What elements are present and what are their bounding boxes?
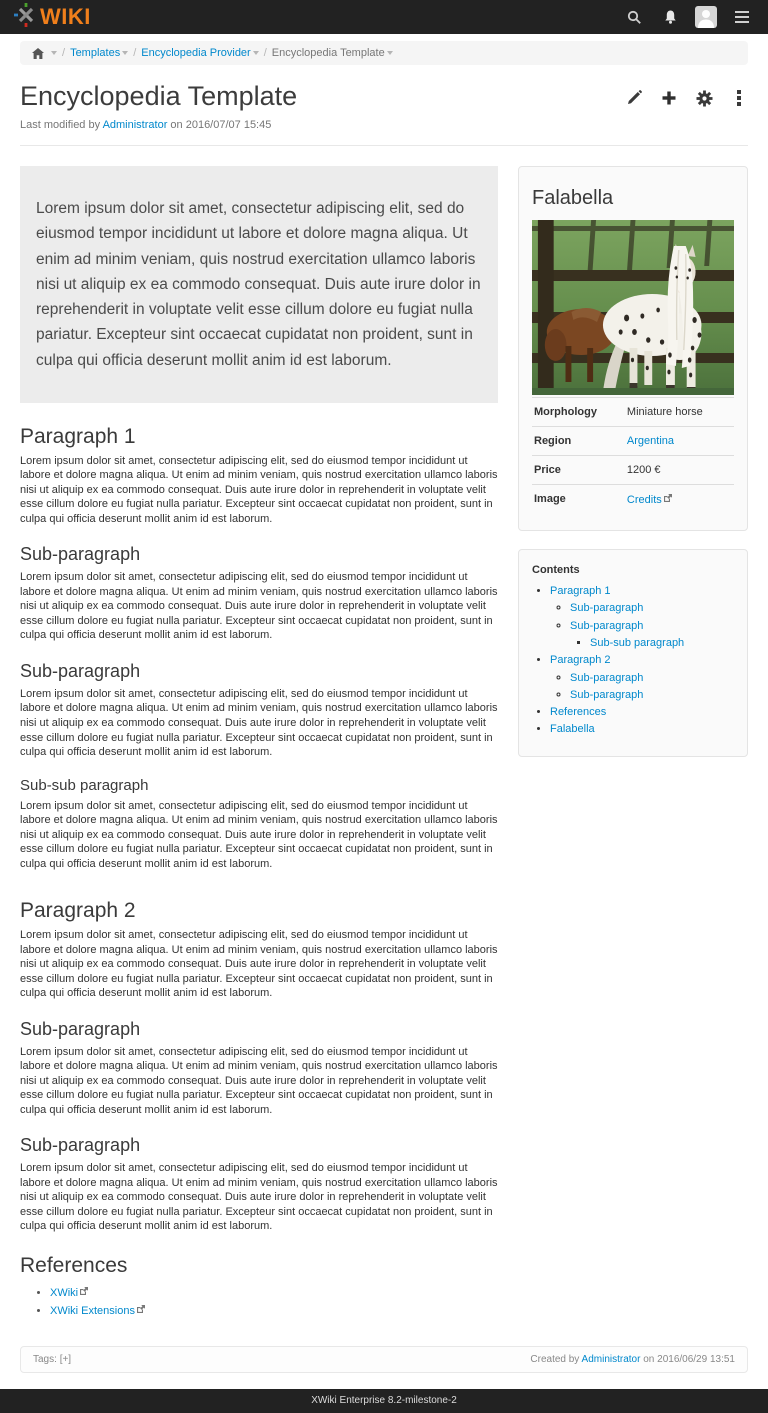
table-row [532, 456, 734, 485]
toc-link-paragraph-1[interactable]: Paragraph 1 [550, 585, 611, 598]
section-body: Lorem ipsum dolor sit amet, consectetur adipiscing elit, sed do eiusmod tempor incididunt ut labore et dolore magna aliqua. Ut enim ad minim veniam, quis nostrud exercitation ullamco laboris nisi ut aliquip ex ea commodo consequat. Duis aute irure dolor in reprehenderit in voluptate velit esse cillum dolore eu fugiat nulla pariatur. Excepteur sint occaecat cupidatat non proident, sunt in culpa qui officia deserunt mollit anim id est laborum. [20, 1162, 498, 1233]
lead-paragraph: Lorem ipsum dolor sit amet, consectetur adipiscing elit, sed do eiusmod tempor incididunt ut labore et dolore magna aliqua. Ut enim ad minim veniam, quis nostrud exercitation ullamco laboris nisi ut aliquip ex ea commodo consequat. Duis aute irure dolor in reprehenderit in voluptate velit esse cillum dolore eu fugiat nulla pariatur. Excepteur sint occaecat cupidatat non proident, sunt in culpa qui officia deserunt mollit anim id est laborum. [20, 166, 498, 403]
infobox-label: Price [534, 464, 561, 477]
infobox-label: Region [534, 435, 572, 448]
breadcrumb-separator: / [62, 47, 66, 59]
list-item [550, 705, 734, 719]
modified-suffix: on 2016/07/07 15:45 [170, 119, 272, 132]
section-body: Lorem ipsum dolor sit amet, consectetur adipiscing elit, sed do eiusmod tempor incididunt ut labore et dolore magna aliqua. Ut enim ad minim veniam, quis nostrud exercitation ullamco laboris nisi ut aliquip ex ea commodo consequat. Duis aute irure dolor in reprehenderit in voluptate velit esse cillum dolore eu fugiat nulla pariatur. Excepteur sint occaecat cupidatat non proident, sunt in culpa qui officia deserunt mollit anim id est laborum. [20, 687, 498, 759]
infobox-table [532, 397, 734, 514]
toc-link-sub-paragraph[interactable]: Sub-paragraph [570, 688, 644, 701]
list-item [50, 1302, 498, 1320]
settings-gear-icon[interactable] [695, 89, 713, 107]
table-row [532, 485, 734, 515]
contents-panel [518, 549, 748, 757]
main-layout [0, 146, 768, 1324]
section-heading-paragraph-2: Paragraph 2 [20, 899, 136, 923]
section-heading-sub-paragraph: Sub-paragraph [20, 1135, 141, 1156]
breadcrumb-item-current[interactable]: Encyclopedia Template [271, 47, 385, 59]
add-tag-button[interactable]: [+] [59, 1353, 72, 1365]
breadcrumb-separator: / [133, 47, 137, 59]
search-icon[interactable] [621, 4, 647, 30]
breadcrumb-item-templates[interactable]: Templates [70, 47, 121, 59]
toc-title: Contents [532, 564, 580, 577]
external-link-icon [664, 493, 672, 505]
avatar-image [695, 6, 717, 28]
table-row [532, 398, 734, 427]
toc-link-sub-paragraph[interactable]: Sub-paragraph [570, 671, 644, 684]
xwiki-logo-x-icon [13, 2, 39, 33]
page-header [0, 65, 768, 131]
modified-prefix: Last modified by [20, 119, 101, 132]
user-avatar[interactable] [693, 4, 719, 30]
list-item [570, 601, 734, 615]
list-item [570, 671, 734, 685]
toc-link-references[interactable]: References [550, 706, 607, 719]
external-link-icon [80, 1284, 88, 1301]
section-body: Lorem ipsum dolor sit amet, consectetur adipiscing elit, sed do eiusmod tempor incididunt ut labore et dolore magna aliqua. Ut enim ad minim veniam, quis nostrud exercitation ullamco laboris nisi ut aliquip ex ea commodo consequat. Duis aute irure dolor in reprehenderit in voluptate velit esse cillum dolore eu fugiat nulla pariatur. Excepteur sint occaecat cupidatat non proident, sunt in culpa qui officia deserunt mollit anim id est laborum. [20, 799, 498, 870]
infobox-panel [518, 166, 748, 531]
references-list [50, 1284, 498, 1320]
xwiki-logo-wordmark: WIKI [40, 4, 91, 29]
list-item [570, 688, 734, 702]
list-item [550, 722, 734, 736]
hamburger-menu-icon[interactable] [729, 4, 755, 30]
external-link-icon [137, 1302, 145, 1319]
infobox-title: Falabella [532, 187, 614, 210]
reference-link-xwiki-extensions[interactable]: XWiki Extensions [50, 1304, 135, 1317]
section-body: Lorem ipsum dolor sit amet, consectetur adipiscing elit, sed do eiusmod tempor incididunt ut labore et dolore magna aliqua. Ut enim ad minim veniam, quis nostrud exercitation ullamco laboris nisi ut aliquip ex ea commodo consequat. Duis aute irure dolor in reprehenderit in voluptate velit esse cillum dolore eu fugiat nulla pariatur. Excepteur sint occaecat cupidatat non proident, sunt in culpa qui officia deserunt mollit anim id est laborum. [20, 454, 498, 525]
toc-link-sub-paragraph[interactable]: Sub-paragraph [570, 602, 644, 615]
section-heading-references: References [20, 1253, 128, 1277]
edit-pencil-icon[interactable] [625, 89, 643, 107]
infobox-value: 1200 € [626, 464, 661, 477]
page-footer [20, 1346, 748, 1373]
chevron-down-icon[interactable] [387, 51, 393, 55]
breadcrumb-separator: / [263, 47, 267, 59]
image-credits-link[interactable]: Credits [626, 494, 662, 507]
page-modified-info [20, 119, 625, 131]
section-heading-sub-paragraph: Sub-paragraph [20, 544, 141, 565]
list-item [50, 1284, 498, 1302]
section-body: Lorem ipsum dolor sit amet, consectetur adipiscing elit, sed do eiusmod tempor incididunt ut labore et dolore magna aliqua. Ut enim ad minim veniam, quis nostrud exercitation ullamco laboris nisi ut aliquip ex ea commodo consequat. Duis aute irure dolor in reprehenderit in voluptate velit esse cillum dolore eu fugiat nulla pariatur. Excepteur sint occaecat cupidatat non proident, sunt in culpa qui officia deserunt mollit anim id est laborum. [20, 1045, 498, 1116]
chevron-down-icon[interactable] [122, 51, 128, 55]
toc-link-sub-sub-paragraph[interactable]: Sub-sub paragraph [590, 636, 685, 649]
section-body: Lorem ipsum dolor sit amet, consectetur adipiscing elit, sed do eiusmod tempor incididunt ut labore et dolore magna aliqua. Ut enim ad minim veniam, quis nostrud exercitation ullamco laboris nisi ut aliquip ex ea commodo consequat. Duis aute irure dolor in reprehenderit in voluptate velit esse cillum dolore eu fugiat nulla pariatur. Excepteur sint occaecat cupidatat non proident, sunt in culpa qui officia deserunt mollit anim id est laborum. [20, 571, 498, 642]
page-actions [625, 81, 748, 107]
more-kebab-icon[interactable] [730, 89, 748, 107]
section-body: Lorem ipsum dolor sit amet, consectetur adipiscing elit, sed do eiusmod tempor incididunt ut labore et dolore magna aliqua. Ut enim ad minim veniam, quis nostrud exercitation ullamco laboris nisi ut aliquip ex ea commodo consequat. Duis aute irure dolor in reprehenderit in voluptate velit esse cillum dolore eu fugiat nulla pariatur. Excepteur sint occaecat cupidatat non proident, sunt in culpa qui officia deserunt mollit anim id est laborum. [20, 929, 498, 1000]
section-heading-sub-paragraph: Sub-paragraph [20, 660, 141, 681]
add-plus-icon[interactable] [660, 89, 678, 107]
chevron-down-icon[interactable] [253, 51, 259, 55]
document-content [20, 166, 498, 1324]
section-heading-paragraph-1: Paragraph 1 [20, 424, 136, 448]
toc-link-paragraph-2[interactable]: Paragraph 2 [550, 654, 611, 667]
list-item [550, 584, 734, 650]
table-row [532, 427, 734, 456]
created-suffix: on 2016/06/29 13:51 [643, 1353, 735, 1365]
breadcrumb [20, 41, 748, 65]
infobox-label: Morphology [534, 406, 597, 419]
falabella-photo [532, 220, 734, 395]
breadcrumb-item-encyclopedia-provider[interactable]: Encyclopedia Provider [141, 47, 251, 59]
created-by-user-link[interactable]: Administrator [581, 1353, 641, 1365]
section-heading-sub-sub-paragraph: Sub-sub paragraph [20, 776, 149, 794]
list-item [550, 653, 734, 702]
toc-link-falabella[interactable]: Falabella [550, 723, 595, 736]
version-bar: XWiki Enterprise 8.2-milestone-2 [0, 1389, 768, 1413]
top-navbar [0, 0, 768, 34]
chevron-down-icon[interactable] [51, 51, 57, 55]
page-title: Encyclopedia Template [20, 81, 298, 111]
list-item [590, 636, 734, 650]
right-sidebar [518, 166, 748, 775]
xwiki-logo[interactable] [13, 2, 91, 33]
list-item [570, 619, 734, 651]
section-heading-sub-paragraph: Sub-paragraph [20, 1018, 141, 1039]
created-by-info [530, 1354, 735, 1365]
infobox-value: Miniature horse [626, 406, 703, 419]
modified-by-user-link[interactable]: Administrator [102, 119, 168, 132]
home-icon[interactable] [32, 48, 44, 59]
infobox-label: Image [534, 493, 566, 506]
reference-link-xwiki[interactable]: XWiki [50, 1286, 79, 1299]
region-link[interactable]: Argentina [626, 435, 674, 448]
table-of-contents [532, 584, 734, 737]
toc-link-sub-paragraph[interactable]: Sub-paragraph [570, 619, 644, 632]
tags-label: Tags: [33, 1353, 57, 1365]
created-prefix: Created by [530, 1353, 580, 1365]
notifications-bell-icon[interactable] [657, 4, 683, 30]
